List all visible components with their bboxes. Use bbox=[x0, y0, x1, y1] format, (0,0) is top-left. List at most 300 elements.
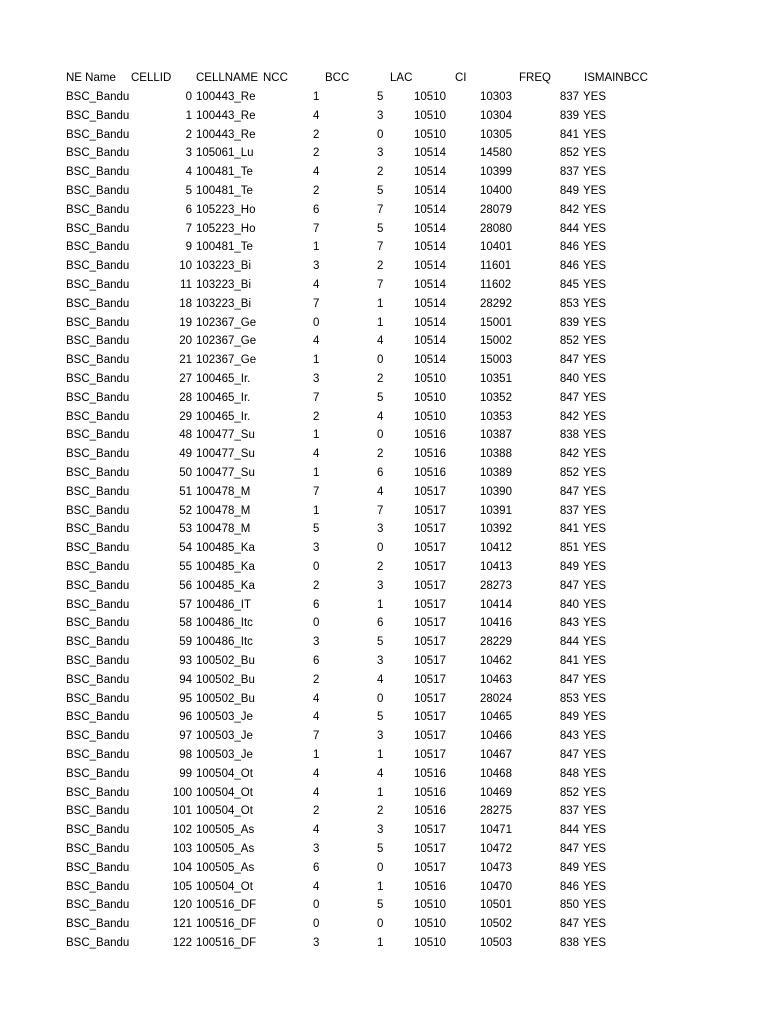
cell-cellid: 101 bbox=[172, 805, 192, 818]
cell-cellname: 100504_Ot bbox=[196, 880, 253, 893]
table-row bbox=[0, 727, 768, 746]
cell-ne-name: BSC_Bandu bbox=[66, 260, 130, 273]
table-row bbox=[0, 314, 768, 333]
cell-cellid: 97 bbox=[179, 730, 192, 743]
cell-ismainbcc: YES bbox=[583, 147, 607, 160]
cell-lac: 10514 bbox=[414, 279, 446, 291]
cell-cellid: 56 bbox=[179, 579, 192, 592]
cell-lac: 10510 bbox=[414, 128, 446, 141]
cell-freq: 842 bbox=[559, 410, 579, 423]
table-row bbox=[0, 107, 768, 126]
cell-ncc: 7 bbox=[313, 391, 320, 404]
cell-ismainbcc: YES bbox=[583, 410, 607, 423]
cell-ci: 10389 bbox=[480, 467, 512, 479]
cell-lac: 10517 bbox=[414, 504, 446, 517]
table-row bbox=[0, 426, 768, 445]
cell-ncc: 6 bbox=[313, 861, 320, 874]
cell-ne-name: BSC_Bandu bbox=[66, 316, 130, 329]
cell-bcc: 4 bbox=[377, 673, 384, 686]
cell-ismainbcc: YES bbox=[583, 711, 607, 724]
cell-cellname: 100505_As bbox=[196, 861, 255, 874]
cell-lac: 10514 bbox=[414, 335, 446, 348]
cell-ci: 11601 bbox=[480, 260, 512, 273]
cell-lac: 10516 bbox=[414, 767, 446, 780]
cell-ci: 28275 bbox=[480, 805, 512, 818]
cell-cellname: 100465_Ir. bbox=[196, 391, 251, 404]
cell-cellname: 100504_Ot bbox=[196, 786, 253, 799]
cell-ne-name: BSC_Bandu bbox=[66, 692, 130, 705]
cell-cellname: 100443_Re bbox=[196, 91, 256, 103]
cell-freq: 847 bbox=[559, 843, 579, 855]
cell-cellname: 103223_Bi bbox=[196, 297, 251, 310]
cell-lac: 10517 bbox=[414, 655, 446, 667]
cell-cellname: 100504_Ot bbox=[196, 805, 253, 818]
cell-cellid: 100 bbox=[172, 786, 192, 799]
cell-lac: 10517 bbox=[414, 692, 446, 705]
cell-ne-name: BSC_Bandu bbox=[66, 880, 130, 893]
cell-cellid: 58 bbox=[179, 617, 192, 630]
cell-ne-name: BSC_Bandu bbox=[66, 598, 130, 611]
cell-lac: 10517 bbox=[414, 843, 446, 855]
cell-lac: 10510 bbox=[414, 410, 446, 423]
cell-ncc: 7 bbox=[313, 730, 320, 743]
cell-ncc: 3 bbox=[313, 260, 320, 273]
cell-cellid: 93 bbox=[179, 655, 192, 667]
cell-ismainbcc: YES bbox=[583, 391, 607, 404]
cell-ne-name: BSC_Bandu bbox=[66, 711, 130, 724]
cell-cellname: 100486_Itc bbox=[196, 636, 253, 649]
cell-lac: 10514 bbox=[414, 316, 446, 329]
table-row bbox=[0, 614, 768, 633]
cell-bcc: 0 bbox=[377, 692, 384, 705]
cell-freq: 852 bbox=[559, 786, 579, 799]
cell-bcc: 1 bbox=[377, 937, 384, 949]
cell-cellid: 54 bbox=[179, 542, 192, 555]
table-row bbox=[0, 633, 768, 652]
cell-cellname: 100477_Su bbox=[196, 467, 255, 479]
cell-ci: 10465 bbox=[480, 711, 512, 724]
cell-ne-name: BSC_Bandu bbox=[66, 429, 130, 442]
cell-lac: 10516 bbox=[414, 880, 446, 893]
cell-bcc: 0 bbox=[377, 861, 384, 874]
cell-bcc: 7 bbox=[377, 203, 384, 216]
table-row bbox=[0, 370, 768, 389]
cell-freq: 846 bbox=[559, 260, 579, 273]
cell-cellid: 19 bbox=[179, 316, 192, 329]
cell-ncc: 4 bbox=[313, 166, 320, 179]
cell-ismainbcc: YES bbox=[583, 843, 607, 855]
table-row bbox=[0, 351, 768, 370]
cell-cellid: 59 bbox=[179, 636, 192, 649]
cell-ismainbcc: YES bbox=[583, 636, 607, 649]
cell-lac: 10517 bbox=[414, 824, 446, 837]
cell-cellname: 100504_Ot bbox=[196, 767, 253, 780]
cell-lac: 10517 bbox=[414, 598, 446, 611]
cell-ncc: 1 bbox=[313, 354, 320, 367]
cell-cellname: 100505_As bbox=[196, 843, 255, 855]
cell-ncc: 6 bbox=[313, 203, 320, 216]
cell-cellid: 103 bbox=[172, 843, 192, 855]
cell-ismainbcc: YES bbox=[583, 485, 607, 498]
cell-ne-name: BSC_Bandu bbox=[66, 109, 130, 122]
cell-ci: 15003 bbox=[480, 354, 512, 367]
cell-lac: 10516 bbox=[414, 786, 446, 799]
cell-ne-name: BSC_Bandu bbox=[66, 185, 130, 197]
cell-ne-name: BSC_Bandu bbox=[66, 279, 130, 291]
cell-cellid: 27 bbox=[179, 373, 192, 385]
cell-ne-name: BSC_Bandu bbox=[66, 561, 130, 573]
cell-ismainbcc: YES bbox=[583, 260, 607, 273]
cell-lac: 10514 bbox=[414, 185, 446, 197]
cell-ncc: 0 bbox=[313, 316, 320, 329]
cell-ncc: 2 bbox=[313, 128, 320, 141]
cell-ci: 28273 bbox=[480, 579, 512, 592]
cell-ne-name: BSC_Bandu bbox=[66, 824, 130, 837]
cell-cellid: 102 bbox=[172, 824, 192, 837]
cell-ne-name: BSC_Bandu bbox=[66, 354, 130, 367]
cell-bcc: 2 bbox=[377, 805, 384, 818]
cell-ncc: 1 bbox=[313, 91, 320, 103]
cell-bcc: 0 bbox=[377, 918, 384, 931]
cell-bcc: 6 bbox=[377, 617, 384, 630]
cell-cellname: 100443_Re bbox=[196, 109, 256, 122]
cell-ismainbcc: YES bbox=[583, 297, 607, 310]
table-row bbox=[0, 784, 768, 803]
cell-lac: 10514 bbox=[414, 203, 446, 216]
cell-freq: 853 bbox=[559, 692, 579, 705]
cell-ci: 10353 bbox=[480, 410, 512, 423]
cell-freq: 841 bbox=[559, 655, 579, 667]
table-row bbox=[0, 577, 768, 596]
cell-ncc: 3 bbox=[313, 542, 320, 555]
cell-cellid: 120 bbox=[172, 899, 192, 912]
cell-lac: 10514 bbox=[414, 241, 446, 254]
cell-ismainbcc: YES bbox=[583, 185, 607, 197]
cell-ismainbcc: YES bbox=[583, 579, 607, 592]
cell-ci: 10471 bbox=[480, 824, 512, 837]
cell-ncc: 4 bbox=[313, 279, 320, 291]
cell-ncc: 4 bbox=[313, 448, 320, 461]
cell-bcc: 0 bbox=[377, 128, 384, 141]
cell-ismainbcc: YES bbox=[583, 354, 607, 367]
cell-cellname: 100486_IT bbox=[196, 598, 251, 611]
cell-ncc: 1 bbox=[313, 467, 320, 479]
cell-ismainbcc: YES bbox=[583, 222, 607, 235]
cell-freq: 849 bbox=[559, 861, 579, 874]
cell-ismainbcc: YES bbox=[583, 504, 607, 517]
cell-bcc: 1 bbox=[377, 880, 384, 893]
cell-cellname: 102367_Ge bbox=[196, 335, 257, 348]
cell-ne-name: BSC_Bandu bbox=[66, 786, 130, 799]
cell-ncc: 0 bbox=[313, 899, 320, 912]
cell-cellid: 98 bbox=[179, 749, 192, 761]
cell-cellname: 100443_Re bbox=[196, 128, 256, 141]
cell-ne-name: BSC_Bandu bbox=[66, 128, 130, 141]
cell-ne-name: BSC_Bandu bbox=[66, 767, 130, 780]
cell-bcc: 5 bbox=[377, 185, 384, 197]
cell-cellid: 9 bbox=[185, 241, 192, 254]
cell-ncc: 1 bbox=[313, 749, 320, 761]
cell-ci: 10401 bbox=[480, 241, 512, 254]
cell-cellname: 100516_DF bbox=[196, 899, 257, 912]
cell-cellid: 96 bbox=[179, 711, 192, 724]
cell-ncc: 0 bbox=[313, 918, 320, 931]
cell-cellname: 103223_Bi bbox=[196, 260, 251, 273]
cell-cellname: 105223_Ho bbox=[196, 222, 256, 235]
cell-freq: 843 bbox=[559, 617, 579, 630]
cell-bcc: 1 bbox=[377, 297, 384, 310]
table-row bbox=[0, 88, 768, 107]
cell-ncc: 4 bbox=[313, 880, 320, 893]
cell-ismainbcc: YES bbox=[583, 598, 607, 611]
header-ismainbcc: ISMAINBCC bbox=[584, 72, 648, 84]
cell-ci: 10412 bbox=[480, 542, 512, 555]
table-row bbox=[0, 126, 768, 145]
cell-freq: 844 bbox=[559, 636, 579, 649]
cell-freq: 847 bbox=[559, 354, 579, 367]
cell-ci: 10392 bbox=[480, 523, 512, 536]
cell-bcc: 1 bbox=[377, 749, 384, 761]
cell-bcc: 7 bbox=[377, 504, 384, 517]
table-row bbox=[0, 445, 768, 464]
cell-ci: 28079 bbox=[480, 203, 512, 216]
cell-freq: 844 bbox=[559, 222, 579, 235]
table-row bbox=[0, 238, 768, 257]
cell-bcc: 2 bbox=[377, 448, 384, 461]
cell-lac: 10514 bbox=[414, 166, 446, 179]
cell-bcc: 5 bbox=[377, 222, 384, 235]
cell-lac: 10510 bbox=[414, 109, 446, 122]
cell-lac: 10517 bbox=[414, 861, 446, 874]
cell-ci: 10470 bbox=[480, 880, 512, 893]
cell-ci: 10303 bbox=[480, 91, 512, 103]
header-cellname: CELLNAME bbox=[196, 72, 258, 84]
cell-ne-name: BSC_Bandu bbox=[66, 485, 130, 498]
cell-cellname: 100477_Su bbox=[196, 448, 255, 461]
cell-ncc: 4 bbox=[313, 109, 320, 122]
cell-bcc: 4 bbox=[377, 485, 384, 498]
cell-cellname: 105061_Lu bbox=[196, 147, 254, 160]
cell-lac: 10517 bbox=[414, 711, 446, 724]
cell-freq: 849 bbox=[559, 561, 579, 573]
cell-cellname: 100485_Ka bbox=[196, 542, 255, 555]
cell-ne-name: BSC_Bandu bbox=[66, 504, 130, 517]
table-row bbox=[0, 220, 768, 239]
table-row bbox=[0, 520, 768, 539]
cell-ncc: 2 bbox=[313, 673, 320, 686]
cell-lac: 10517 bbox=[414, 617, 446, 630]
cell-freq: 846 bbox=[559, 880, 579, 893]
cell-lac: 10514 bbox=[414, 222, 446, 235]
cell-ismainbcc: YES bbox=[583, 166, 607, 179]
cell-freq: 849 bbox=[559, 711, 579, 724]
cell-cellid: 121 bbox=[172, 918, 192, 931]
cell-lac: 10517 bbox=[414, 749, 446, 761]
table-row bbox=[0, 802, 768, 821]
cell-ne-name: BSC_Bandu bbox=[66, 391, 130, 404]
cell-freq: 853 bbox=[559, 297, 579, 310]
table-row bbox=[0, 408, 768, 427]
cell-freq: 843 bbox=[559, 730, 579, 743]
cell-freq: 852 bbox=[559, 335, 579, 348]
header-ncc: NCC bbox=[263, 72, 288, 84]
cell-ncc: 0 bbox=[313, 561, 320, 573]
table-row bbox=[0, 539, 768, 558]
cell-ne-name: BSC_Bandu bbox=[66, 861, 130, 874]
cell-bcc: 5 bbox=[377, 91, 384, 103]
cell-ncc: 3 bbox=[313, 373, 320, 385]
cell-cellname: 100503_Je bbox=[196, 749, 253, 761]
cell-ncc: 4 bbox=[313, 692, 320, 705]
cell-ismainbcc: YES bbox=[583, 692, 607, 705]
table-row bbox=[0, 671, 768, 690]
cell-ci: 10304 bbox=[480, 109, 512, 122]
cell-ismainbcc: YES bbox=[583, 373, 607, 385]
cell-freq: 848 bbox=[559, 767, 579, 780]
cell-ci: 10400 bbox=[480, 185, 512, 197]
cell-ci: 10399 bbox=[480, 166, 512, 179]
cell-ci: 10352 bbox=[480, 391, 512, 404]
cell-lac: 10514 bbox=[414, 297, 446, 310]
table-row bbox=[0, 934, 768, 953]
cell-ne-name: BSC_Bandu bbox=[66, 203, 130, 216]
cell-ncc: 4 bbox=[313, 824, 320, 837]
cell-lac: 10510 bbox=[414, 91, 446, 103]
cell-cellid: 5 bbox=[185, 185, 192, 197]
cell-lac: 10510 bbox=[414, 899, 446, 912]
cell-ismainbcc: YES bbox=[583, 128, 607, 141]
cell-ismainbcc: YES bbox=[583, 767, 607, 780]
cell-bcc: 5 bbox=[377, 636, 384, 649]
cell-lac: 10517 bbox=[414, 485, 446, 498]
cell-cellid: 3 bbox=[185, 147, 192, 160]
cell-ci: 10305 bbox=[480, 128, 512, 141]
cell-ismainbcc: YES bbox=[583, 561, 607, 573]
cell-cellid: 20 bbox=[179, 335, 192, 348]
cell-bcc: 3 bbox=[377, 109, 384, 122]
cell-cellid: 104 bbox=[172, 861, 192, 874]
cell-cellid: 55 bbox=[179, 561, 192, 573]
cell-freq: 841 bbox=[559, 523, 579, 536]
cell-ci: 10473 bbox=[480, 861, 512, 874]
cell-ci: 10501 bbox=[480, 899, 512, 912]
cell-freq: 842 bbox=[559, 448, 579, 461]
cell-cellid: 50 bbox=[179, 467, 192, 479]
cell-lac: 10516 bbox=[414, 805, 446, 818]
cell-ne-name: BSC_Bandu bbox=[66, 373, 130, 385]
header-cellid: CELLID bbox=[131, 72, 172, 84]
cell-ismainbcc: YES bbox=[583, 316, 607, 329]
cell-freq: 837 bbox=[559, 91, 579, 103]
cell-lac: 10517 bbox=[414, 673, 446, 686]
table-row bbox=[0, 483, 768, 502]
cell-ncc: 0 bbox=[313, 617, 320, 630]
cell-ci: 10463 bbox=[480, 673, 512, 686]
cell-ncc: 4 bbox=[313, 335, 320, 348]
cell-lac: 10517 bbox=[414, 542, 446, 555]
table-row bbox=[0, 878, 768, 897]
header-ne-name: NE Name bbox=[66, 72, 116, 84]
cell-cellid: 53 bbox=[179, 523, 192, 536]
cell-cellid: 52 bbox=[179, 504, 192, 517]
cell-cellname: 100503_Je bbox=[196, 730, 253, 743]
cell-ci: 10462 bbox=[480, 655, 512, 667]
cell-freq: 844 bbox=[559, 824, 579, 837]
cell-cellid: 95 bbox=[179, 692, 192, 705]
cell-cellid: 21 bbox=[179, 354, 192, 367]
cell-ncc: 3 bbox=[313, 636, 320, 649]
table-row bbox=[0, 859, 768, 878]
cell-lac: 10510 bbox=[414, 918, 446, 931]
cell-ci: 28080 bbox=[480, 222, 512, 235]
cell-freq: 841 bbox=[559, 128, 579, 141]
cell-freq: 838 bbox=[559, 429, 579, 442]
cell-ismainbcc: YES bbox=[583, 203, 607, 216]
cell-cellid: 99 bbox=[179, 767, 192, 780]
cell-ismainbcc: YES bbox=[583, 91, 607, 103]
cell-freq: 851 bbox=[559, 542, 579, 555]
cell-ne-name: BSC_Bandu bbox=[66, 673, 130, 686]
cell-ne-name: BSC_Bandu bbox=[66, 297, 130, 310]
cell-freq: 847 bbox=[559, 918, 579, 931]
cell-ne-name: BSC_Bandu bbox=[66, 805, 130, 818]
cell-ci: 14580 bbox=[480, 147, 512, 160]
cell-bcc: 2 bbox=[377, 561, 384, 573]
table-row bbox=[0, 182, 768, 201]
cell-ne-name: BSC_Bandu bbox=[66, 749, 130, 761]
cell-ncc: 6 bbox=[313, 598, 320, 611]
cell-cellname: 102367_Ge bbox=[196, 316, 257, 329]
cell-cellname: 100516_DF bbox=[196, 937, 257, 949]
cell-ci: 10503 bbox=[480, 937, 512, 949]
table-row bbox=[0, 821, 768, 840]
cell-lac: 10516 bbox=[414, 448, 446, 461]
cell-lac: 10517 bbox=[414, 730, 446, 743]
table-row bbox=[0, 690, 768, 709]
table-row bbox=[0, 257, 768, 276]
cell-cellname: 100502_Bu bbox=[196, 692, 255, 705]
cell-cellid: 57 bbox=[179, 598, 192, 611]
cell-cellid: 10 bbox=[179, 260, 192, 273]
cell-freq: 847 bbox=[559, 749, 579, 761]
cell-ncc: 3 bbox=[313, 843, 320, 855]
cell-freq: 840 bbox=[559, 373, 579, 385]
cell-ci: 11602 bbox=[480, 279, 512, 291]
cell-bcc: 4 bbox=[377, 335, 384, 348]
cell-ci: 10413 bbox=[480, 561, 512, 573]
cell-ismainbcc: YES bbox=[583, 786, 607, 799]
cell-bcc: 5 bbox=[377, 843, 384, 855]
cell-ismainbcc: YES bbox=[583, 730, 607, 743]
table-row bbox=[0, 596, 768, 615]
cell-lac: 10516 bbox=[414, 467, 446, 479]
cell-lac: 10517 bbox=[414, 523, 446, 536]
cell-freq: 840 bbox=[559, 598, 579, 611]
cell-cellname: 100478_M bbox=[196, 523, 251, 536]
cell-ne-name: BSC_Bandu bbox=[66, 843, 130, 855]
cell-freq: 847 bbox=[559, 391, 579, 404]
cell-bcc: 5 bbox=[377, 391, 384, 404]
cell-ncc: 4 bbox=[313, 786, 320, 799]
cell-ne-name: BSC_Bandu bbox=[66, 899, 130, 912]
cell-cellid: 4 bbox=[185, 166, 192, 179]
cell-bcc: 1 bbox=[377, 316, 384, 329]
cell-ne-name: BSC_Bandu bbox=[66, 636, 130, 649]
cell-cellid: 49 bbox=[179, 448, 192, 461]
cell-freq: 852 bbox=[559, 467, 579, 479]
cell-bcc: 3 bbox=[377, 730, 384, 743]
cell-ismainbcc: YES bbox=[583, 805, 607, 818]
